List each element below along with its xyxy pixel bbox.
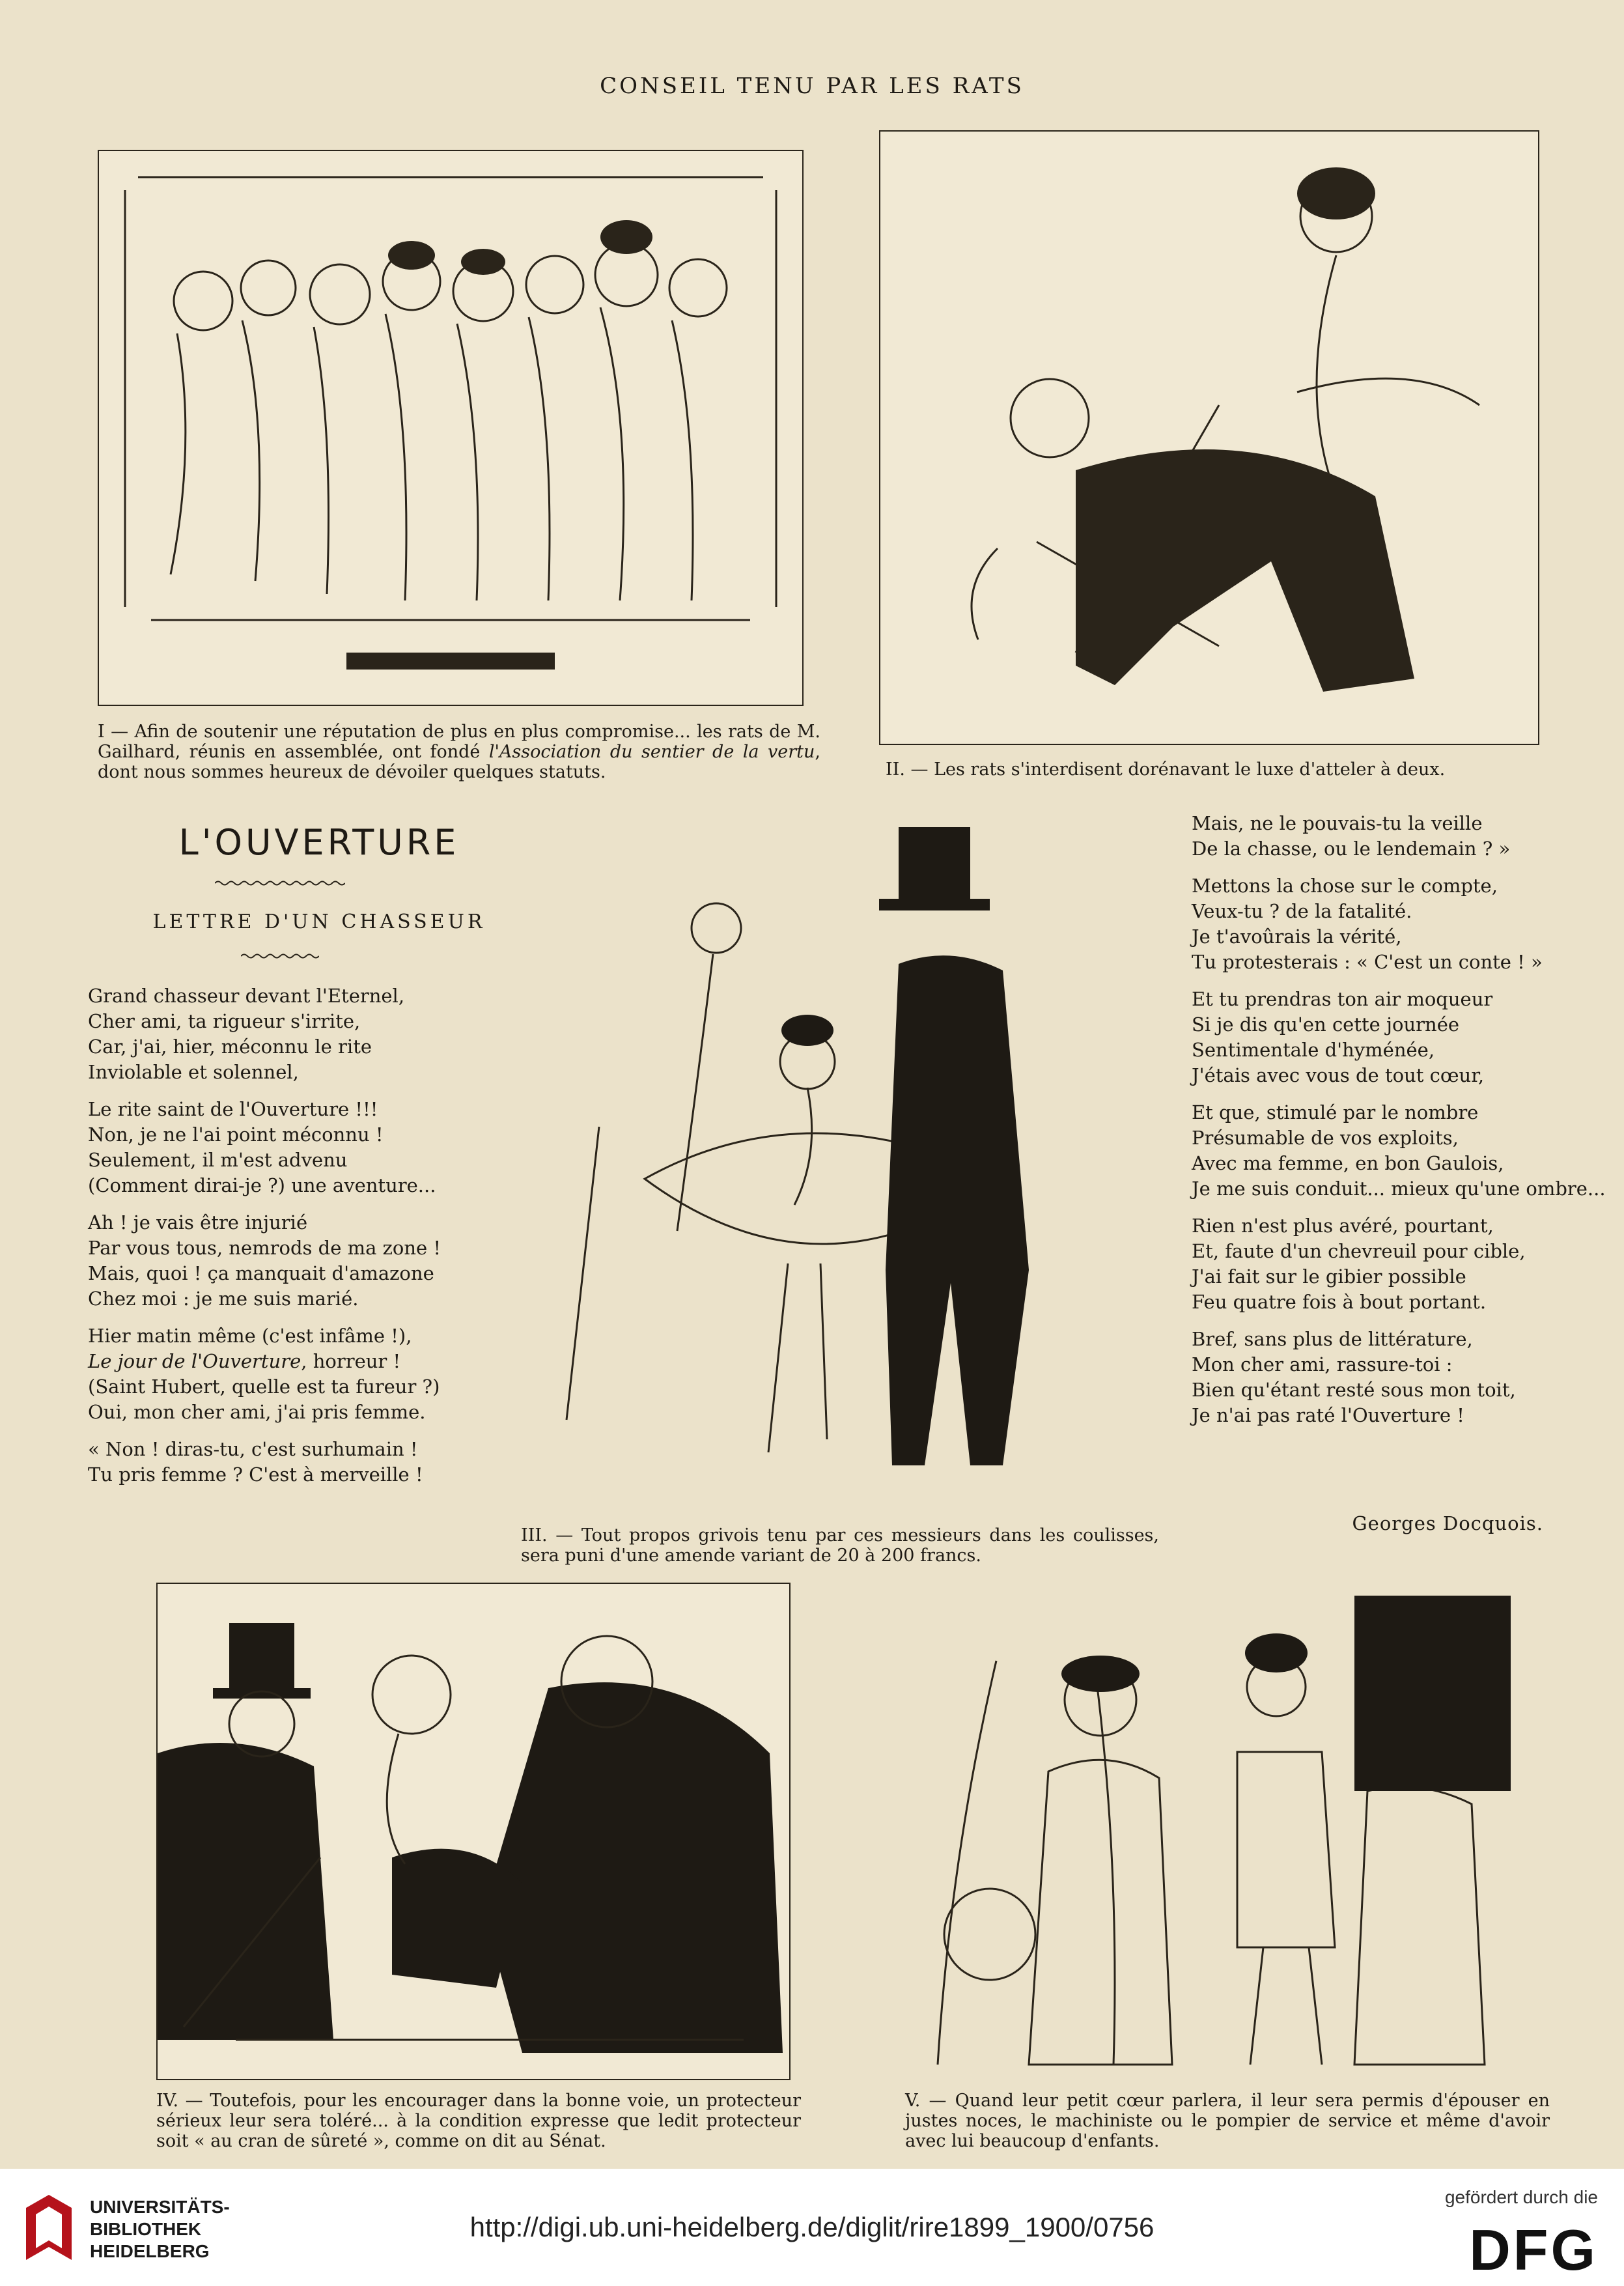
stanza-11: Bref, sans plus de littérature, Mon cher ami, rassure-toi : Bien qu'étant resté sous mon toit, Je n'ai pas raté l'Ouverture ! [1192, 1328, 1516, 1426]
caption-4: IV. — Toutefois, pour les encourager dans la bonne voie, un protecteur sérieux leur sera toléré... à la condition expresse que ledit protecteur soit « au cran de sûreté », comme on dit au Sénat. [156, 2091, 801, 2151]
caption-5: V. — Quand leur petit cœur parlera, il leur sera permis d'épouser en justes noces, le machiniste ou le pompier de service et même d'avoir avec lui beaucoup d'enfants. [905, 2091, 1550, 2151]
article-title: L'OUVERTURE [178, 822, 460, 863]
dfg-logo: DFG [1469, 2218, 1598, 2282]
digitization-footer [0, 2169, 1624, 2286]
stanza-4-rest: (Saint Hubert, quelle est ta fureur ?) Oui, mon cher ami, j'ai pris femme. [88, 1376, 440, 1423]
page-header: CONSEIL TENU PAR LES RATS [600, 73, 1024, 99]
caption-1-emphasis: l'Association du sentier de la vertu [488, 742, 815, 762]
stanza-1: Grand chasseur devant l'Eternel, Cher ami, ta rigueur s'irrite, Car, j'ai, hier, méconnu le rite Inviolable et solennel, [88, 985, 405, 1083]
stanza-4 [88, 1323, 492, 1425]
stanza-4-italic: Le jour de l'Ouverture [88, 1350, 301, 1372]
stanza-8: Et tu prendras ton air moqueur Si je dis qu'en cette journée Sentimentale d'hyménée, J'étais avec vous de tout cœur, [1192, 988, 1493, 1086]
subtitle-ornament [241, 950, 319, 956]
stanza-3: Ah ! je vais être injurié Par vous tous, nemrods de ma zone ! Mais, quoi ! ça manquait d'amazone Chez moi : je me suis marié. [88, 1211, 441, 1310]
illustration-5-wedding [899, 1583, 1543, 2078]
illustration-4-protector [156, 1583, 791, 2080]
stanza-6: Mais, ne le pouvais-tu la veille De la chasse, ou le lendemain ? » [1192, 812, 1511, 860]
caption-1-text: I — Afin de soutenir une réputation de plus en plus compromise... les rats de M. Gailhard, réunis en assemblée, ont fondé [98, 722, 820, 762]
article-subtitle: LETTRE D'UN CHASSEUR [152, 910, 486, 933]
source-url-link[interactable]: http://digi.ub.uni-heidelberg.de/diglit/rire1899_1900/0756 [469, 2212, 1155, 2242]
stanza-7: Mettons la chose sur le compte, Veux-tu ? de la fatalité. Je t'avoûrais la vérité, Tu protesterais : « C'est un conte ! » [1192, 875, 1543, 973]
title-ornament [215, 877, 345, 883]
author-signature: Georges Docquois. [1352, 1512, 1543, 1534]
poem-column-2 [1192, 811, 1606, 1440]
stanza-2: Le rite saint de l'Ouverture !!! Non, je ne l'ai point méconnu ! Seulement, il m'est advenu (Comment dirai-je ?) une aventure... [88, 1098, 436, 1196]
caption-3: III. — Tout propos grivois tenu par ces messieurs dans les coulisses, sera puni d'une amende variant de 20 à 200 francs. [521, 1525, 1159, 1566]
poem-column-1 [88, 983, 492, 1499]
funding-note: gefördert durch die [1444, 2187, 1598, 2207]
stanza-10: Rien n'est plus avéré, pourtant, Et, faute d'un chevreuil pour cible, J'ai fait sur le gibier possible Feu quatre fois à bout portant. [1192, 1215, 1526, 1313]
stanza-4-line-1: Hier matin même (c'est infâme !), [88, 1325, 412, 1347]
stanza-9: Et que, stimulé par le nombre Présumable de vos exploits, Avec ma femme, en bon Gaulois, Je me suis conduit... mieux qu'une ombre... [1192, 1101, 1606, 1200]
stanza-5: « Non ! diras-tu, c'est surhumain ! Tu pris femme ? C'est à merveille ! [88, 1438, 423, 1486]
illustration-2-harness [879, 130, 1539, 745]
caption-2: II. — Les rats s'interdisent dorénavant le luxe d'atteler à deux. [886, 759, 1446, 780]
illustration-3-ballet-coulisses [547, 814, 1042, 1524]
illustration-1-rats-assembly [98, 150, 804, 706]
caption-1 [98, 722, 820, 782]
university-library-name: UNIVERSITÄTS- BIBLIOTHEK HEIDELBERG [90, 2197, 230, 2261]
stanza-4-line-2-end: , horreur ! [301, 1350, 401, 1372]
caption-1-text-end: , dont nous sommes heureux de dévoiler quelques statuts. [98, 742, 820, 782]
